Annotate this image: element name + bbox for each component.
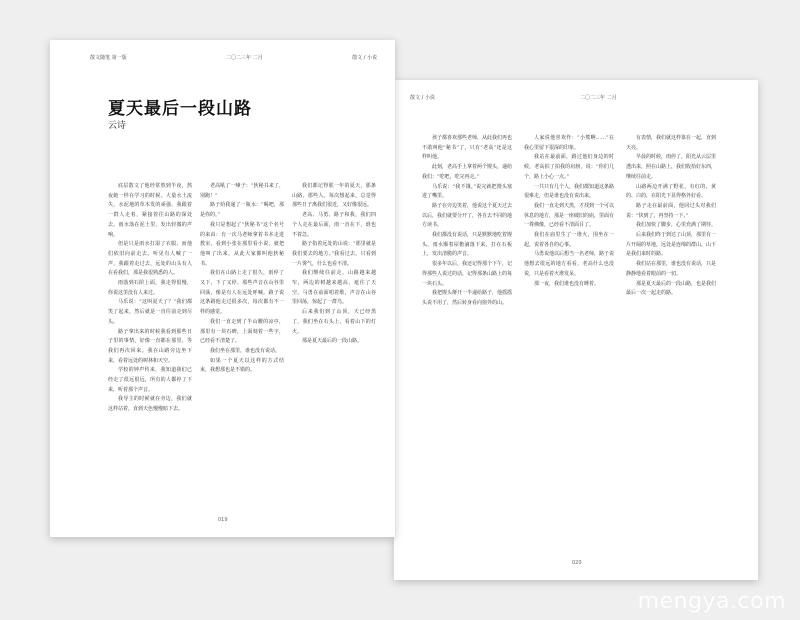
paragraph: 路子指着远处的山说：“那里就是我们要去的地方。”我看过去，只看到一片雾气，什么也看不清。 (292, 241, 376, 267)
paragraph: 孩子都喜欢那些老师，从此我们再也不敢叫他“秘书”了，只有“老高”还是这样叫他。 (422, 135, 512, 161)
right-page-number: 020 (572, 560, 582, 566)
site-watermark: mengya.com (637, 589, 786, 614)
paragraph: 我只是想起了“狄秘书”这个名号的来由：有一次马老师拿着书本走进教室，看到小张在那里看小说，就把他叫了出来，从此大家都叫他狄秘书。 (200, 221, 284, 267)
paragraph: 早晨的时候，雨停了，阳光从云层里透出来，照在山路上，我们收拾好东西，继续往前走。 (626, 154, 716, 180)
paragraph: 那是夏天最后的一段山路。 (302, 338, 363, 345)
paragraph: 人家说他喜欢作：“小熊啊……”在我心里留下很深的印象。 (524, 135, 614, 151)
paragraph: 我们继续往前走，山路越来越窄，两边的树越来越高，遮住了天空。马勇在前面唱着歌，声音在山谷里回荡，惊起了一群鸟。 (292, 270, 376, 306)
paragraph: 我站在最前面，路过他们身边的时候，老高拍了拍我的肩膀，说：“你们几个，路上小心一点。” (524, 154, 614, 180)
paragraph: 如果一个夏天以这样的方式结束，我想那也是不错的。 (200, 357, 284, 374)
paragraph: 我们站在那里，谁也没有说话，只是静静地看着眼前的一切。 (626, 261, 716, 277)
paragraph: 马乐说：“这叫夏天了？”我们都笑了起来，然后就是一直往前走到尽头。 (108, 299, 192, 325)
right-page-column-1 (422, 134, 512, 554)
paragraph: 后来我们到了山顶，天已经黑了，我们坐在石头上，看着山下的灯火。 (292, 309, 376, 335)
paragraph: 路子在旁边笑着，他说这个夏天过去以后，我们就要分开了，各自去不同的地方读书。 (422, 202, 512, 229)
paragraph: 我们都记得那一年的夏天，那条山路，那些人。每次想起来，总觉得那些日子离我们很近，又好像很远。 (292, 183, 376, 209)
right-page-column-2 (524, 134, 614, 554)
paragraph: 路子拿出来的时候我看到那些日子里的事情，好像一直都在那里，等我们再次回来。我在山路旁边坐下来，看着远处的树林和天空。 (108, 328, 192, 364)
left-page-column-1 (108, 182, 192, 512)
paragraph: 我们都没有说话，只是默默地吃着馒头，雨水顺着屋檐滴落下来，打在石板上，发出清脆的声音。 (422, 232, 512, 258)
paragraph: 老高、马勇、路子和我，我们四个人走在最后面，雨一直在下，谁也不着急。 (292, 212, 376, 238)
paragraph: 一共只有几个人，我们都知道这条路很难走，但是谁也没有说出来。 (524, 183, 614, 200)
paragraph: 马勇说他以后想当一名老师，路子说他想去很远的地方看看，老高什么也没说，只是看着火堆发呆。 (524, 251, 614, 277)
paragraph: 路子给我递了一瓶水：“喝吧，那是你的。” (200, 202, 284, 219)
paragraph: 我导主的时候就在旁边，我们就这样站着，直到天色慢慢暗下去。 (108, 396, 192, 413)
paragraph: 但是只是雨水打湿了衣服，而他们依旧向前走去。听见有人喊了一声，我跟着走过去，远处的山头有人在看我们，那是我很熟悉的人。 (108, 241, 192, 277)
left-page-column-3 (292, 182, 376, 512)
paragraph: 很多年以后，我还记得那个下午，记得那些人说过的话，记得那条山路上的每一块石头。 (422, 261, 512, 287)
paragraph: 山路两边开满了野花，有红的、黄的、白的，在阳光下显得格外好看。 (626, 183, 716, 200)
left-header-center: 二〇二三年 二月 (226, 55, 263, 61)
paragraph: 后来我们终于到达了山顶，那里有一片开阔的草地，远处是连绵的群山，山下是我们来时的路。 (626, 232, 716, 258)
paragraph: 那一夜，我们谁也没有睡着。 (534, 280, 600, 287)
paragraph: 我们加快了脚步，心里充满了期待。 (636, 222, 716, 229)
paragraph: 路子走在最前面，他回过头对我们说：“快到了，再坚持一下。” (626, 202, 716, 219)
paragraph: 有表情，我们就这样靠在一起，直到天亮。 (626, 135, 716, 151)
paragraph: 我们在庙里生了一堆火，围坐在一起，说着各自的心事。 (524, 232, 614, 248)
paragraph: 我们一直走到了半山腰的凉亭，那里有一块石碑，上面刻着一些字，已经看不清楚了。 (200, 318, 284, 345)
paragraph: 我们在山路上走了很久，雨停了又下，下了又停。那些声音在山谷里回荡，像是有人在远处呼喊。路子说这条路他走过很多次，每次都有不一样的感觉。 (200, 270, 284, 316)
paragraph: 学校的钟声传来，我知道我们已经走了很远很远，所有的人都停了下来，听着那个声音。 (108, 367, 192, 393)
left-page (50, 40, 395, 537)
paragraph: 我把馒头掰开一半递给路子，他摇摇头说不用了，然后转身看向窗外的山。 (422, 290, 512, 306)
left-page-column-2 (200, 182, 284, 512)
right-page (394, 80, 758, 580)
right-page-column-3 (626, 134, 716, 554)
paragraph: 雨落到石阶上面，我走得很慢，你说这里没有人来过。 (108, 280, 192, 296)
paragraph: 马乐说：“我不饿。”说完就把馒头塞进了嘴里。 (422, 183, 512, 200)
paragraph: 此刻，老高手上拿着两个馒头，递给我们：“吃吧，吃完再走。” (422, 164, 512, 180)
left-header-left: 散文随笔 第一版 (90, 55, 127, 61)
article-author: 云诗 (108, 121, 127, 131)
article-title: 夏天最后一段山路 (108, 99, 252, 119)
right-header-left: 散文 / 小说 (410, 95, 435, 101)
paragraph: 我们一直走到天黑，才找到一个可以休息的地方，那是一座破旧的庙，里面有一尊佛像，已经看不清面目了。 (524, 202, 614, 229)
paragraph: 老高吼了一嗓子：“狄秘书来了，别跑！” (200, 183, 284, 199)
paragraph: 我们坐在那里，谁也没有说话。 (210, 347, 281, 354)
paragraph: 那是夏天最后的一段山路，也是我们最后一次一起走的路。 (626, 280, 716, 297)
left-page-number: 019 (218, 517, 228, 523)
left-header-right: 散文 / 小说 (352, 55, 377, 61)
paragraph: 底层散文了他经常熬到半夜，熬夜她一样在学习的时候。大量水土流失，水泥地的草木发的顽强，我跟着一群人走着，紧接着往山路的深处去。雨水落在泥土里，发出轻微的声响。 (108, 183, 192, 238)
right-header-center: 二〇二三年 二月 (580, 95, 617, 101)
